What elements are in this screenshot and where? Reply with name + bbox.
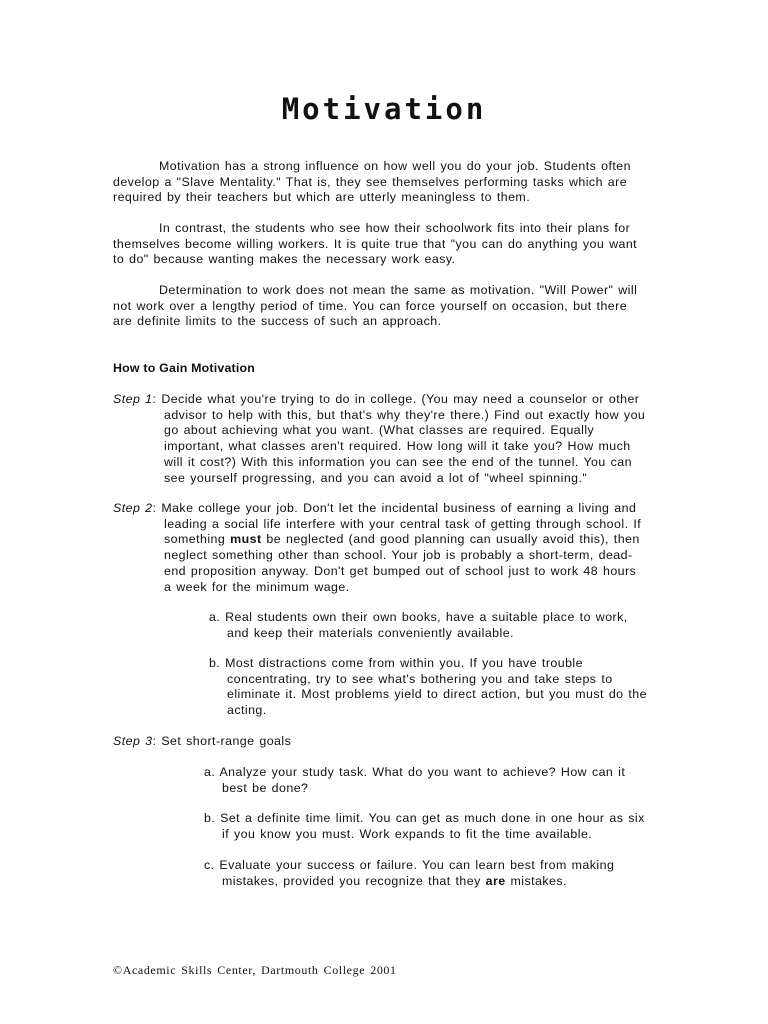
- step-1: [113, 392, 673, 486]
- step-text: : Set short-range goals: [152, 734, 292, 748]
- step-line: end proposition anyway. Don't get bumped out of school just to work 48 hours: [164, 563, 637, 578]
- subitem-text: mistakes, provided you recognize that they: [222, 873, 486, 888]
- subitem-line: b. Set a definite time limit. You can get as much done in one hour as six: [204, 811, 645, 825]
- step-line: [113, 532, 673, 548]
- paragraph-line: not work over a lengthy period of time. You can force yourself on occasion, but there: [113, 298, 628, 313]
- paragraph-line: to do" because wanting makes the necessary work easy.: [113, 252, 456, 267]
- step-2: [113, 501, 673, 595]
- step-label: Step 1: [113, 392, 153, 406]
- subitem-line: b. Most distractions come from within you. If you have trouble: [209, 656, 583, 670]
- step-line: will it cost?) With this information you can see the end of the tunnel. You can: [164, 454, 632, 469]
- step-3-item-c: [204, 858, 664, 889]
- paragraph-1: [113, 159, 653, 206]
- subitem-line: [204, 874, 664, 890]
- paragraph-2: [113, 221, 653, 268]
- step-text: : Decide what you're trying to do in college. (You may need a counselor or other: [152, 392, 640, 406]
- paragraph-line: required by their teachers but which are utterly meaningless to them.: [113, 190, 531, 205]
- subitem-line: acting.: [227, 703, 267, 718]
- step-line: see yourself progressing, and you can avoid a lot of "wheel spinning.": [164, 470, 588, 485]
- step-3: [113, 734, 673, 750]
- step-text: be neglected (and good planning can usually avoid this), then: [261, 532, 640, 547]
- step-line: leading a social life interfere with your central task of getting through school. If: [164, 516, 642, 531]
- paragraph-line: themselves become willing workers. It is quite true that "you can do anything you want: [113, 236, 638, 251]
- subitem-line: a. Analyze your study task. What do you want to achieve? How can it: [204, 765, 626, 779]
- step-label: Step 3: [113, 734, 153, 748]
- subitem-text: mistakes.: [505, 873, 567, 888]
- step-line: important, what classes aren't required. How long will it take you? How much: [164, 439, 631, 454]
- paragraph-line: Determination to work does not mean the same as motivation. "Will Power" will: [159, 283, 638, 297]
- section-heading: How to Gain Motivation: [113, 361, 256, 375]
- step-2-item-a: [209, 610, 669, 641]
- step-text: : Make college your job. Don't let the incidental business of earning a living and: [152, 501, 637, 515]
- paragraph-line: develop a "Slave Mentality." That is, they see themselves performing tasks which are: [113, 174, 628, 189]
- step-line: neglect something other than school. Your job is probably a short-term, dead-: [164, 548, 633, 563]
- subitem-line: concentrating, try to see what's bothering you and take steps to: [227, 671, 613, 686]
- emphasis-are: are: [485, 873, 506, 888]
- paragraph-3: [113, 283, 653, 330]
- paragraph-line: Motivation has a strong influence on how well you do your job. Students often: [159, 159, 631, 173]
- paragraph-line: In contrast, the students who see how their schoolwork fits into their plans for: [159, 221, 631, 235]
- emphasis-must: must: [230, 532, 262, 547]
- step-label: Step 2: [113, 501, 153, 515]
- step-text: something: [164, 532, 231, 547]
- step-3-item-a: [204, 765, 664, 796]
- step-line: go about achieving what you want. (What classes are required. Equally: [164, 423, 595, 438]
- step-line: advisor to help with this, but that's why they're there.) Find out exactly how you: [164, 407, 646, 422]
- step-line: a week for the minimum wage.: [164, 579, 350, 594]
- subitem-line: best be done?: [222, 780, 309, 795]
- step-3-item-b: [204, 811, 664, 842]
- step-2-item-b: [209, 656, 669, 719]
- paragraph-line: are definite limits to the success of such an approach.: [113, 314, 442, 329]
- subitem-line: if you know you must. Work expands to fit the time available.: [222, 826, 593, 841]
- subitem-line: a. Real students own their own books, have a suitable place to work,: [209, 610, 628, 624]
- copyright-footer: ©Academic Skills Center, Dartmouth College 2001: [113, 963, 397, 977]
- subitem-line: eliminate it. Most problems yield to direct action, but you must do the: [227, 687, 647, 702]
- document-title: Motivation: [281, 92, 487, 126]
- subitem-line: and keep their materials conveniently available.: [227, 625, 514, 640]
- subitem-line: c. Evaluate your success or failure. You can learn best from making: [204, 858, 615, 872]
